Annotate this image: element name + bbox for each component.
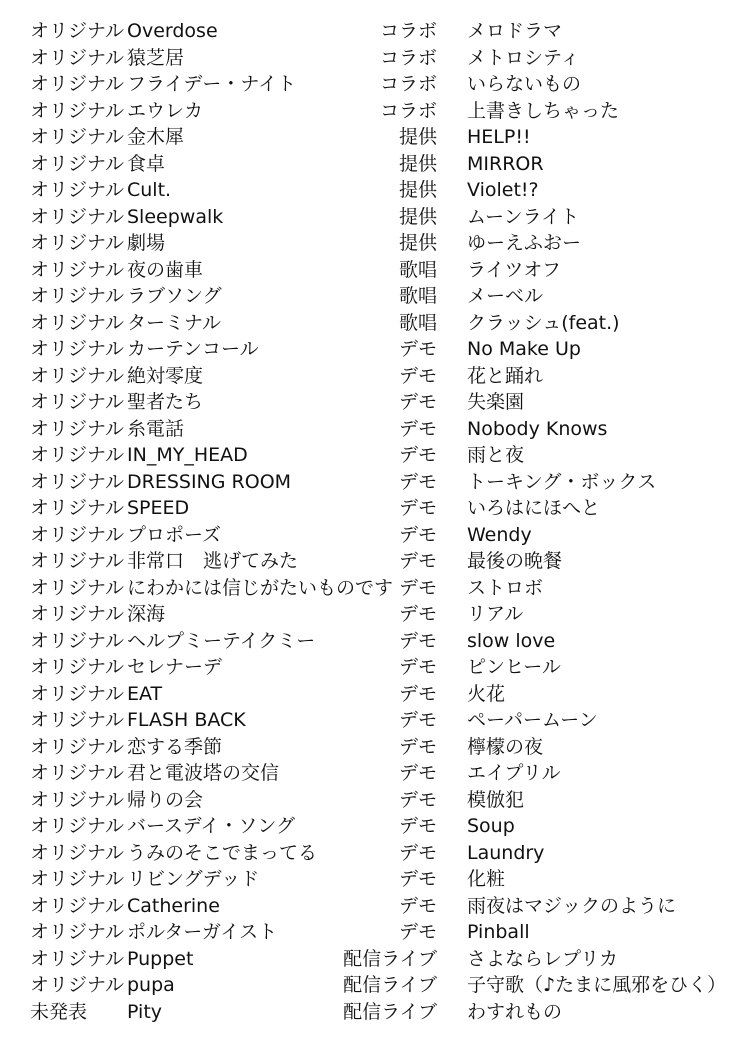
song-title-left: Overdose (127, 20, 218, 42)
song-title-right: いらないもの (467, 73, 582, 95)
song-title-left: プロポーズ (127, 523, 222, 546)
table-row (0, 548, 750, 575)
type-label-right: デモ (398, 391, 437, 413)
type-label-right: デモ (398, 709, 437, 731)
song-title-left: 帰りの会 (127, 788, 204, 811)
song-title-right: リアル (467, 603, 524, 625)
table-row (0, 98, 750, 125)
table-row (0, 442, 750, 469)
song-title-right: 雨と夜 (467, 444, 525, 466)
song-title-left: 絶対零度 (127, 364, 204, 387)
song-title-right: HELP!! (467, 126, 531, 148)
table-row (0, 204, 750, 231)
type-label-left: オリジナル (30, 338, 125, 360)
type-label-right: コラボ (379, 46, 437, 69)
song-title-right: MIRROR (467, 152, 544, 175)
song-title-right: メトロシティ (467, 46, 580, 69)
song-title-right: メーベル (467, 285, 544, 307)
table-row (0, 416, 750, 443)
type-label-right: デモ (398, 841, 437, 864)
type-label-right: デモ (398, 894, 437, 917)
type-label-left: オリジナル (30, 364, 125, 387)
song-title-right: Wendy (467, 523, 532, 546)
type-label-right: 提供 (398, 152, 437, 175)
song-title-right: メロドラマ (467, 20, 563, 42)
song-title-left: 食卓 (127, 152, 166, 175)
table-row (0, 177, 750, 204)
type-label-right: デモ (398, 550, 437, 572)
song-title-left: Sleepwalk (127, 205, 224, 228)
song-title-left: バースデイ・ソング (127, 815, 295, 837)
type-label-left: オリジナル (30, 974, 125, 996)
table-row (0, 18, 750, 45)
type-label-left: オリジナル (30, 73, 125, 95)
song-title-left: ヘルプミーテイクミー (127, 629, 316, 652)
table-row (0, 469, 750, 496)
song-title-left: 金木犀 (127, 126, 185, 148)
type-label-left: オリジナル (30, 894, 125, 917)
type-label-left: オリジナル (30, 576, 125, 599)
song-title-left: うみのそこでまってる (127, 841, 318, 864)
song-title-left: FLASH BACK (127, 709, 246, 731)
song-title-left: ラブソング (127, 285, 222, 307)
song-title-right: Soup (467, 815, 515, 837)
type-label-left: オリジナル (30, 841, 125, 864)
song-title-left: フライデー・ナイト (127, 73, 297, 95)
type-label-left: 未発表 (30, 1000, 88, 1023)
song-title-right: Pinball (467, 921, 530, 943)
song-title-left: 聖者たち (127, 391, 204, 413)
type-label-left: オリジナル (30, 126, 125, 148)
song-title-right: わすれもの (467, 1000, 563, 1023)
type-label-right: デモ (398, 656, 437, 678)
table-row (0, 707, 750, 734)
song-title-right: ライツオフ (467, 258, 561, 281)
type-label-right: 配信ライブ (343, 1000, 437, 1023)
type-label-left: オリジナル (30, 629, 125, 652)
type-label-right: 歌唱 (398, 285, 437, 307)
type-label-right: デモ (398, 788, 437, 811)
type-label-right: 歌唱 (398, 258, 437, 281)
type-label-left: オリジナル (30, 921, 125, 943)
song-title-left: Puppet (127, 947, 194, 970)
type-label-right: デモ (398, 523, 437, 546)
type-label-right: デモ (398, 682, 437, 705)
type-label-left: オリジナル (30, 656, 125, 678)
type-label-left: オリジナル (30, 417, 125, 440)
type-label-left: オリジナル (30, 762, 125, 784)
song-title-right: ストロボ (467, 576, 544, 599)
song-title-right: Laundry (467, 841, 545, 864)
type-label-left: オリジナル (30, 735, 125, 758)
type-label-left: オリジナル (30, 603, 125, 625)
song-title-right: 花と踊れ (467, 364, 544, 387)
type-label-right: デモ (398, 762, 437, 784)
table-row (0, 124, 750, 151)
type-label-right: 配信ライブ (343, 947, 437, 970)
song-table (0, 18, 750, 1025)
song-title-left: pupa (127, 974, 175, 996)
table-row (0, 45, 750, 72)
type-label-left: オリジナル (30, 682, 125, 705)
type-label-right: デモ (398, 603, 437, 625)
type-label-right: デモ (398, 417, 437, 440)
type-label-left: オリジナル (30, 232, 125, 254)
song-title-right: ゆーえふおー (467, 232, 582, 254)
type-label-right: 配信ライブ (343, 974, 437, 996)
song-title-right: 上書きしちゃった (467, 99, 620, 122)
type-label-right: デモ (398, 576, 437, 599)
type-label-left: オリジナル (30, 152, 125, 175)
song-title-left: にわかには信じがたいものです (127, 576, 394, 599)
table-row (0, 495, 750, 522)
table-row (0, 230, 750, 257)
table-row (0, 310, 750, 337)
type-label-right: コラボ (379, 73, 437, 95)
song-title-right: ピンヒール (467, 656, 561, 678)
type-label-left: オリジナル (30, 391, 125, 413)
table-row (0, 999, 750, 1026)
type-label-left: オリジナル (30, 815, 125, 837)
song-title-left: カーテンコール (127, 338, 259, 360)
table-row (0, 628, 750, 655)
song-title-left: 夜の歯車 (127, 258, 204, 281)
song-title-right: 失楽園 (467, 391, 525, 413)
type-label-left: オリジナル (30, 497, 125, 519)
type-label-left: オリジナル (30, 444, 125, 466)
song-title-right: No Make Up (467, 338, 581, 360)
song-title-right: 模倣犯 (467, 788, 525, 811)
song-title-left: 深海 (127, 603, 166, 625)
table-row (0, 575, 750, 602)
song-title-left: IN_MY_HEAD (127, 444, 248, 466)
type-label-right: 提供 (398, 126, 437, 148)
type-label-left: オリジナル (30, 205, 125, 228)
table-row (0, 734, 750, 761)
type-label-left: オリジナル (30, 179, 125, 201)
song-title-right: ムーンライト (467, 205, 580, 228)
song-title-right: 檸檬の夜 (467, 735, 544, 758)
song-title-right: いろはにほへと (467, 497, 601, 519)
table-row (0, 946, 750, 973)
song-title-left: 糸電話 (127, 417, 185, 440)
song-title-right: Violet!? (467, 179, 539, 201)
song-title-right: クラッシュ(feat.) (467, 311, 620, 334)
type-label-right: 提供 (398, 179, 437, 201)
type-label-right: デモ (398, 338, 437, 360)
song-title-left: セレナーデ (127, 656, 223, 678)
song-title-right: トーキング・ボックス (467, 470, 657, 493)
song-title-right: slow love (467, 629, 556, 652)
type-label-right: デモ (398, 629, 437, 652)
song-title-right: 最後の晩餐 (467, 550, 563, 572)
song-title-left: SPEED (127, 497, 190, 519)
type-label-left: オリジナル (30, 285, 125, 307)
table-row (0, 893, 750, 920)
song-title-right: エイプリル (467, 762, 561, 784)
table-row (0, 681, 750, 708)
song-title-right: さよならレプリカ (467, 947, 619, 970)
table-row (0, 336, 750, 363)
song-title-right: 子守歌（♪たまに風邪をひく） (467, 974, 727, 996)
type-label-left: オリジナル (30, 788, 125, 811)
table-row (0, 363, 750, 390)
table-row (0, 840, 750, 867)
song-title-left: エウレカ (127, 99, 204, 122)
song-title-right: ペーパームーン (467, 709, 598, 731)
song-title-left: 劇場 (127, 232, 166, 254)
type-label-right: デモ (398, 497, 437, 519)
table-row (0, 283, 750, 310)
table-row (0, 654, 750, 681)
type-label-right: デモ (398, 868, 437, 890)
type-label-left: オリジナル (30, 258, 125, 281)
song-title-left: DRESSING ROOM (127, 470, 292, 493)
type-label-left: オリジナル (30, 470, 125, 493)
type-label-right: デモ (398, 444, 437, 466)
table-row (0, 257, 750, 284)
table-row (0, 71, 750, 98)
type-label-right: デモ (398, 470, 437, 493)
type-label-right: デモ (398, 815, 437, 837)
type-label-left: オリジナル (30, 550, 125, 572)
song-title-left: 君と電波塔の交信 (127, 762, 280, 784)
type-label-right: デモ (398, 735, 437, 758)
song-title-left: Catherine (127, 894, 220, 917)
table-row (0, 787, 750, 814)
table-row (0, 522, 750, 549)
table-row (0, 972, 750, 999)
type-label-left: オリジナル (30, 46, 125, 69)
type-label-right: 提供 (398, 205, 437, 228)
type-label-right: 提供 (398, 232, 437, 254)
song-title-left: リビングデッド (127, 868, 260, 890)
song-title-left: ポルターガイスト (127, 921, 278, 943)
song-title-left: 恋する季節 (127, 735, 223, 758)
table-row (0, 601, 750, 628)
type-label-right: 歌唱 (398, 311, 437, 334)
type-label-right: デモ (398, 921, 437, 943)
song-title-left: Cult. (127, 179, 172, 201)
table-row (0, 389, 750, 416)
table-row (0, 151, 750, 178)
table-row (0, 919, 750, 946)
song-title-right: 雨夜はマジックのように (467, 894, 677, 917)
type-label-left: オリジナル (30, 20, 125, 42)
song-title-left: 猿芝居 (127, 46, 185, 69)
table-row (0, 760, 750, 787)
type-label-right: デモ (398, 364, 437, 387)
type-label-left: オリジナル (30, 947, 125, 970)
song-title-left: ターミナル (127, 311, 222, 334)
type-label-right: コラボ (379, 20, 437, 42)
song-title-left: 非常口 逃げてみた (127, 550, 299, 572)
type-label-left: オリジナル (30, 99, 125, 122)
type-label-left: オリジナル (30, 709, 125, 731)
song-title-right: Nobody Knows (467, 417, 608, 440)
table-row (0, 813, 750, 840)
song-title-right: 化粧 (467, 868, 506, 890)
song-title-right: 火花 (467, 682, 506, 705)
song-title-left: Pity (127, 1000, 163, 1023)
table-row (0, 866, 750, 893)
type-label-left: オリジナル (30, 311, 125, 334)
type-label-right: コラボ (379, 99, 437, 122)
type-label-left: オリジナル (30, 523, 125, 546)
song-title-left: EAT (127, 682, 163, 705)
type-label-left: オリジナル (30, 868, 125, 890)
